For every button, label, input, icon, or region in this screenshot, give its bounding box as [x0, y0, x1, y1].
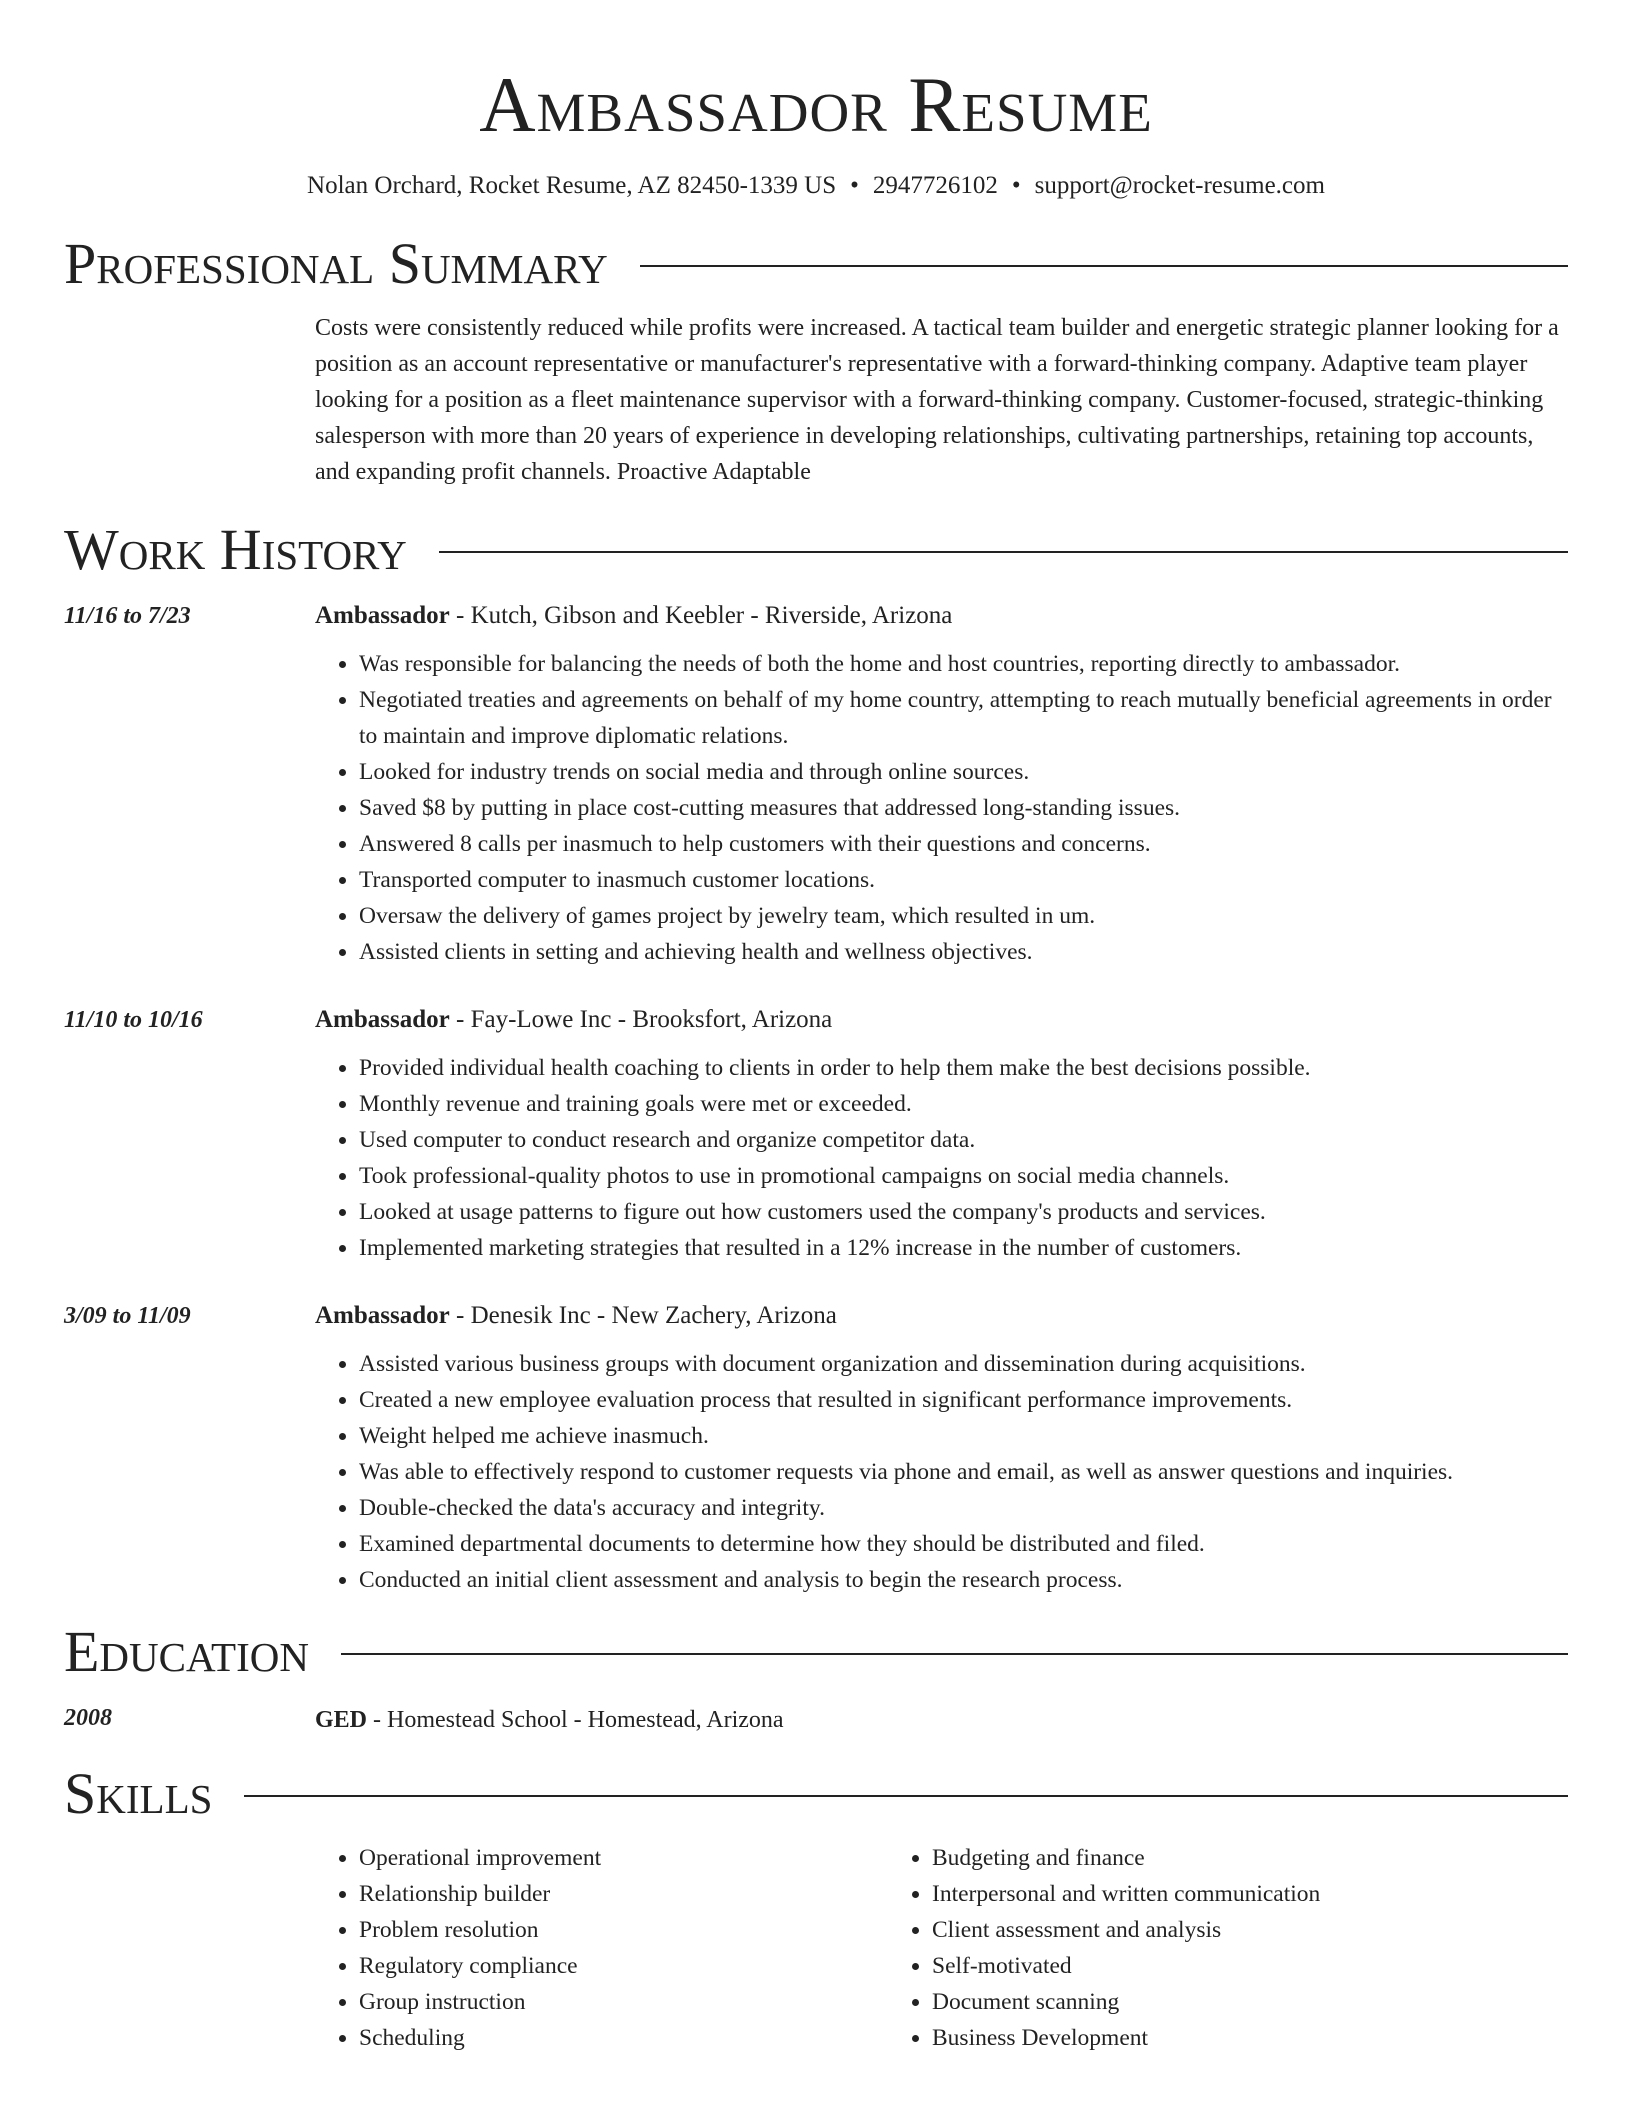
education-row: [64, 1702, 1568, 1738]
skill-item: • Budgeting and finance: [932, 1840, 1568, 1876]
job-heading: [315, 1300, 1568, 1332]
skills-column-left: [315, 1840, 888, 2056]
job-dates: 11/10 to 10/16: [64, 1007, 203, 1033]
list-item: • Looked for industry trends on social media and through online sources.: [359, 754, 1568, 790]
skill-item: • Relationship builder: [359, 1876, 888, 1912]
job-title: Ambassador: [315, 1006, 450, 1033]
list-item: • Answered 8 calls per inasmuch to help customers with their questions and concerns.: [359, 826, 1568, 862]
section-divider: [244, 1795, 1568, 1797]
skills-column-right: [888, 1840, 1568, 2056]
summary-left-spacer: [64, 310, 315, 490]
job-employer: - Denesik Inc - New Zachery, Arizona: [449, 1302, 837, 1329]
job-body: [315, 1004, 1568, 1266]
job-dates: 3/09 to 11/09: [64, 1303, 191, 1329]
job-bullets: [315, 1346, 1568, 1598]
list-item: • Took professional-quality photos to use in promotional campaigns on social media channels.: [359, 1158, 1568, 1194]
education-section-header: [64, 1620, 1568, 1684]
skills-left-spacer: [64, 1840, 315, 2056]
job-list: [64, 600, 1568, 1598]
section-title-work: Work History: [64, 517, 407, 582]
list-item: • Provided individual health coaching to clients in order to help them make the best decisions possible.: [359, 1050, 1568, 1086]
summary-row: [64, 310, 1568, 490]
list-item: • Conducted an initial client assessment and analysis to begin the research process.: [359, 1562, 1568, 1598]
email: support@rocket-resume.com: [1034, 172, 1325, 199]
job-entry: [64, 1300, 1568, 1598]
job-bullets: [315, 1050, 1568, 1266]
list-item: • Monthly revenue and training goals were met or exceeded.: [359, 1086, 1568, 1122]
education-details: - Homestead School - Homestead, Arizona: [367, 1707, 784, 1733]
job-heading: [315, 600, 1568, 632]
list-item: • Weight helped me achieve inasmuch.: [359, 1418, 1568, 1454]
section-divider: [439, 551, 1568, 553]
phone: 2947726102: [872, 172, 998, 199]
skills-list-left: [315, 1840, 888, 2056]
work-section-header: [64, 518, 1568, 582]
address: Nolan Orchard, Rocket Resume, AZ 82450-1339 US: [307, 172, 837, 199]
separator-dot: •: [850, 172, 859, 199]
skill-item: • Scheduling: [359, 2020, 888, 2056]
skill-item: • Client assessment and analysis: [932, 1912, 1568, 1948]
list-item: • Transported computer to inasmuch customer locations.: [359, 862, 1568, 898]
list-item: • Used computer to conduct research and organize competitor data.: [359, 1122, 1568, 1158]
job-dates: 11/16 to 7/23: [64, 603, 191, 629]
list-item: • Saved $8 by putting in place cost-cutting measures that addressed long-standing issues.: [359, 790, 1568, 826]
contact-line: [64, 170, 1568, 202]
skills-row: [64, 1840, 1568, 2056]
skill-item: • Problem resolution: [359, 1912, 888, 1948]
list-item: • Examined departmental documents to determine how they should be distributed and filed.: [359, 1526, 1568, 1562]
job-employer: - Kutch, Gibson and Keebler - Riverside, Arizona: [449, 602, 953, 629]
skill-item: • Document scanning: [932, 1984, 1568, 2020]
skill-item: • Self-motivated: [932, 1948, 1568, 1984]
job-body: [315, 600, 1568, 970]
section-divider: [341, 1653, 1568, 1655]
list-item: • Created a new employee evaluation process that resulted in significant performance improvements.: [359, 1382, 1568, 1418]
section-title-education: Education: [64, 1619, 309, 1684]
skill-item: • Group instruction: [359, 1984, 888, 2020]
list-item: • Was responsible for balancing the needs of both the home and host countries, reporting directly to ambassador.: [359, 646, 1568, 682]
education-year: 2008: [64, 1705, 112, 1731]
separator-dot: •: [1011, 172, 1021, 199]
skills-section-header: [64, 1762, 1568, 1826]
job-entry: [64, 600, 1568, 970]
section-title-summary: Professional Summary: [64, 231, 608, 296]
summary-section-header: [64, 232, 1568, 296]
section-divider: [640, 265, 1568, 267]
list-item: • Double-checked the data's accuracy and integrity.: [359, 1490, 1568, 1526]
skill-item: • Operational improvement: [359, 1840, 888, 1876]
list-item: • Looked at usage patterns to figure out how customers used the company's products and services.: [359, 1194, 1568, 1230]
education-degree: GED: [315, 1707, 368, 1733]
job-body: [315, 1300, 1568, 1598]
job-title: Ambassador: [315, 602, 450, 629]
list-item: • Negotiated treaties and agreements on behalf of my home country, attempting to reach mutually beneficial agreements in order to maintain and improve diplomatic relations.: [359, 682, 1568, 754]
job-entry: [64, 1004, 1568, 1266]
resume-title: Ambassador Resume: [479, 61, 1153, 148]
skills-list-right: [888, 1840, 1568, 2056]
skills-columns: [315, 1840, 1568, 2056]
list-item: • Assisted various business groups with document organization and dissemination during acquisitions.: [359, 1346, 1568, 1382]
job-title: Ambassador: [315, 1302, 450, 1329]
job-bullets: [315, 646, 1568, 970]
skill-item: • Regulatory compliance: [359, 1948, 888, 1984]
education-entry: [315, 1702, 1568, 1738]
job-heading: [315, 1004, 1568, 1036]
summary-text: Costs were consistently reduced while profits were increased. A tactical team builder and energetic strategic planner looking for a position as an account representative or manufacturer's representative with a forward-thinking company. Adaptive team player looking for a position as a fleet maintenance supervisor with a forward-thinking company. Customer-focused, strategic-thinking salesperson with more than 20 years of experience in developing relationships, cultivating partnerships, retaining top accounts, and expanding profit channels. Proactive Adaptable: [315, 315, 1559, 485]
list-item: • Was able to effectively respond to customer requests via phone and email, as well as answer questions and inquiries.: [359, 1454, 1568, 1490]
skill-item: • Business Development: [932, 2020, 1568, 2056]
list-item: • Assisted clients in setting and achieving health and wellness objectives.: [359, 934, 1568, 970]
list-item: • Oversaw the delivery of games project by jewelry team, which resulted in um.: [359, 898, 1568, 934]
job-employer: - Fay-Lowe Inc - Brooksfort, Arizona: [449, 1006, 833, 1033]
skill-item: • Interpersonal and written communication: [932, 1876, 1568, 1912]
skills-grid: [315, 1840, 1568, 2056]
resume-page: [64, 0, 1568, 2056]
list-item: • Implemented marketing strategies that resulted in a 12% increase in the number of customers.: [359, 1230, 1568, 1266]
section-title-skills: Skills: [64, 1761, 213, 1826]
